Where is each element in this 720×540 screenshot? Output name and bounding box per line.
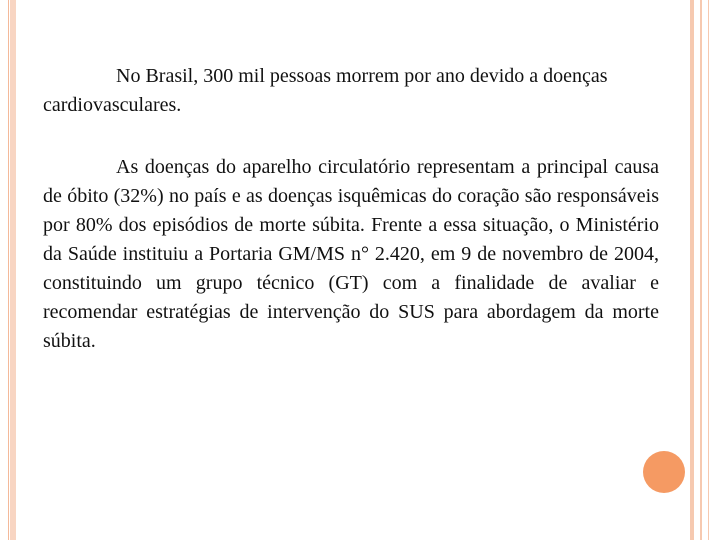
paragraph-details: As doenças do aparelho circulatório representam a principal causa de óbito (32%) no país e as doenças isquêmicas do coração são responsáveis por 80% dos episódios de morte súbita. Frente a essa situação, o Ministério da Saúde instituiu a Portaria GM/MS n° 2.420, em 9 de novembro de 2004, constituindo um grupo técnico (GT) com a finalidade de avaliar e recomendar estratégias de intervenção do SUS para abordagem da morte súbita. (43, 156, 659, 352)
right-border-line-a (690, 0, 694, 540)
left-border-band (10, 0, 16, 540)
paragraph-intro: No Brasil, 300 mil pessoas morrem por ano devido a doenças cardiovasculares. (43, 65, 608, 116)
slide-body (43, 62, 659, 356)
right-border-line-b (700, 0, 702, 540)
accent-circle (643, 451, 685, 493)
right-border-line-c (708, 0, 709, 540)
left-border-line (8, 0, 9, 540)
